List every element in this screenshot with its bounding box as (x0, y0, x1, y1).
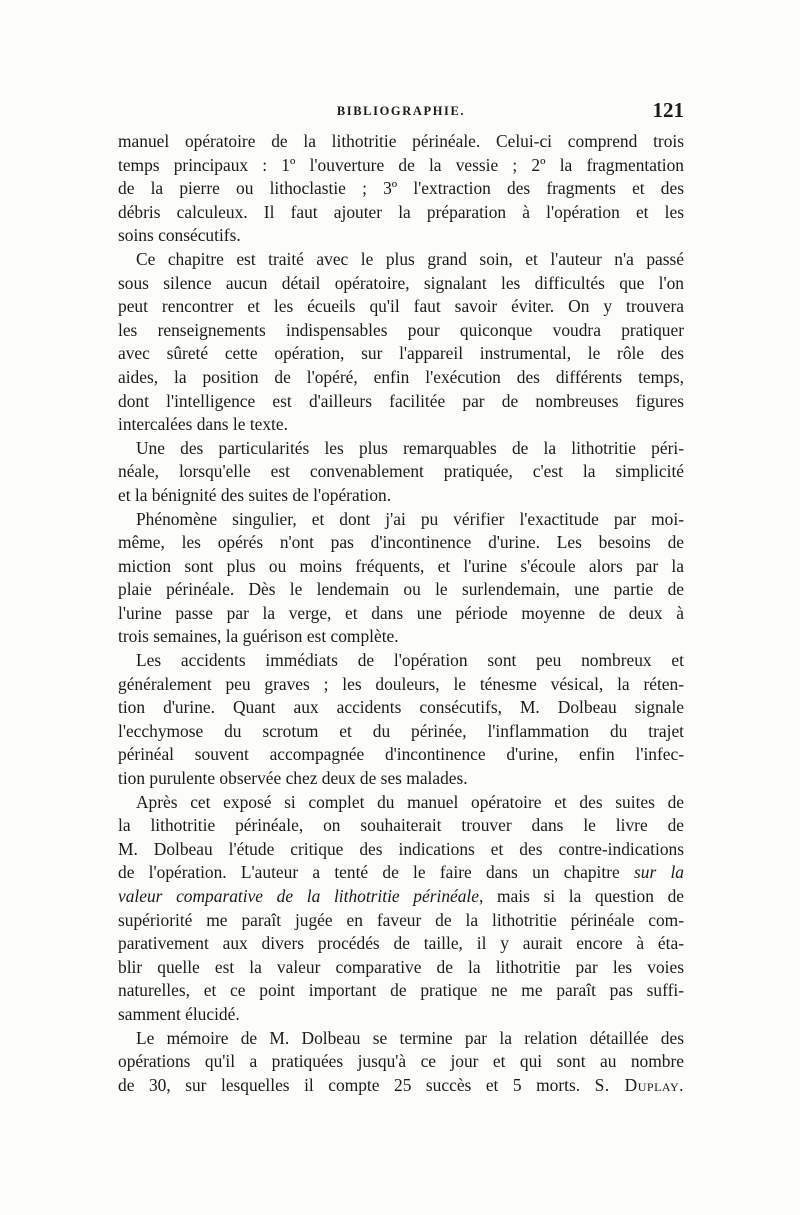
italic-text: sur la (633, 862, 684, 883)
text-line: supériorité me paraît jugée en faveur de la lithotritie périnéale com- (118, 909, 684, 930)
text-line: Les accidents immédiats de l'opération sont peu nombreux et (136, 650, 684, 671)
text-line: la lithotritie périnéale, on souhaiterait trouver dans le livre de (118, 815, 684, 836)
italic-text: valeur comparative de la lithotritie périnéale (118, 886, 479, 906)
text-line: tion d'urine. Quant aux accidents consécutifs, M. Dolbeau signale (118, 697, 684, 718)
text-line-mixed (118, 861, 684, 885)
text-line: opérations qu'il a pratiquées jusqu'à ce jour et qui sont au nombre (118, 1051, 684, 1072)
running-head (118, 98, 684, 124)
text-line: les renseignements indispensables pour quiconque voudra pratiquer (118, 319, 684, 340)
text-line: et la bénignité des suites de l'opération. (118, 484, 392, 505)
text-line: débris calculeux. Il faut ajouter la préparation à l'opération et les (118, 201, 684, 222)
text-line: Une des particularités les plus remarquables de la lithotritie péri- (136, 437, 684, 458)
text-segment: de l'opération. L'auteur a tenté de le faire dans un chapitre (118, 862, 634, 883)
page-number: 121 (652, 98, 684, 122)
text-line: trois semaines, la guérison est complète. (118, 626, 399, 647)
text-line: sous silence aucun détail opératoire, signalant les difficultés que l'on (118, 272, 684, 293)
text-line: avec sûreté cette opération, sur l'appareil instrumental, le rôle des (118, 343, 684, 364)
running-title: BIBLIOGRAPHIE. (336, 104, 466, 118)
text-line: blir quelle est la valeur comparative de la lithotritie par les voies (118, 956, 684, 977)
text-line: miction sont plus ou moins fréquents, et l'urine s'écoule alors par la (118, 555, 684, 576)
text-line: soins consécutifs. (118, 225, 241, 246)
text-line: plaie périnéale. Dès le lendemain ou le surlendemain, une partie de (118, 579, 684, 600)
text-line: périnéal souvent accompagnée d'incontinence d'urine, enfin l'infec- (118, 744, 684, 765)
text-line: aides, la position de l'opéré, enfin l'exécution des différents temps, (118, 366, 684, 387)
text-line: Ce chapitre est traité avec le plus grand soin, et l'auteur n'a passé (136, 248, 684, 269)
text-line: dont l'intelligence est d'ailleurs facilitée par de nombreuses figures (118, 390, 684, 411)
text-line: de la pierre ou lithoclastie ; 3º l'extraction des fragments et des (118, 178, 684, 199)
text-segment: de 30, sur lesquelles il compte 25 succès et 5 morts. (118, 1074, 581, 1095)
body-text (118, 130, 684, 1097)
text-line-signature (118, 1074, 684, 1098)
text-line: Phénomène singulier, et dont j'ai pu vérifier l'exactitude par moi- (136, 508, 684, 529)
text-line: Après cet exposé si complet du manuel opératoire et des suites de (136, 791, 684, 812)
text-line-mixed (118, 885, 684, 909)
text-line: tion purulente observée chez deux de ses malades. (118, 768, 468, 789)
author-signature: S. Duplay. (594, 1074, 684, 1095)
text-line: M. Dolbeau l'étude critique des indications et des contre-indications (118, 838, 684, 859)
text-line: samment élucidé. (118, 1003, 240, 1024)
text-line: Le mémoire de M. Dolbeau se termine par la relation détaillée des (136, 1027, 684, 1048)
text-line: l'ecchymose du scrotum et du périnée, l'inflammation du trajet (118, 720, 684, 741)
text-line: parativement aux divers procédés de taille, il y aurait encore à éta- (118, 933, 684, 954)
text-line: intercalées dans le texte. (118, 414, 288, 435)
text-line: l'urine passe par la verge, et dans une période moyenne de deux à (118, 602, 684, 623)
text-line: naturelles, et ce point important de pratique ne me paraît pas suffi- (118, 980, 684, 1001)
text-line: généralement peu graves ; les douleurs, le ténesme vésical, la réten- (118, 673, 684, 694)
text-line: peut rencontrer et les écueils qu'il faut savoir éviter. On y trouvera (118, 296, 684, 317)
text-line: manuel opératoire de la lithotritie périnéale. Celui-ci comprend trois (118, 131, 684, 151)
text-line: temps principaux : 1º l'ouverture de la vessie ; 2º la fragmentation (118, 154, 684, 175)
text-line: même, les opérés n'ont pas d'incontinence d'urine. Les besoins de (118, 532, 684, 553)
text-segment: , mais si la question de (478, 886, 684, 906)
text-line: néale, lorsqu'elle est convenablement pratiquée, c'est la simplicité (118, 461, 684, 482)
